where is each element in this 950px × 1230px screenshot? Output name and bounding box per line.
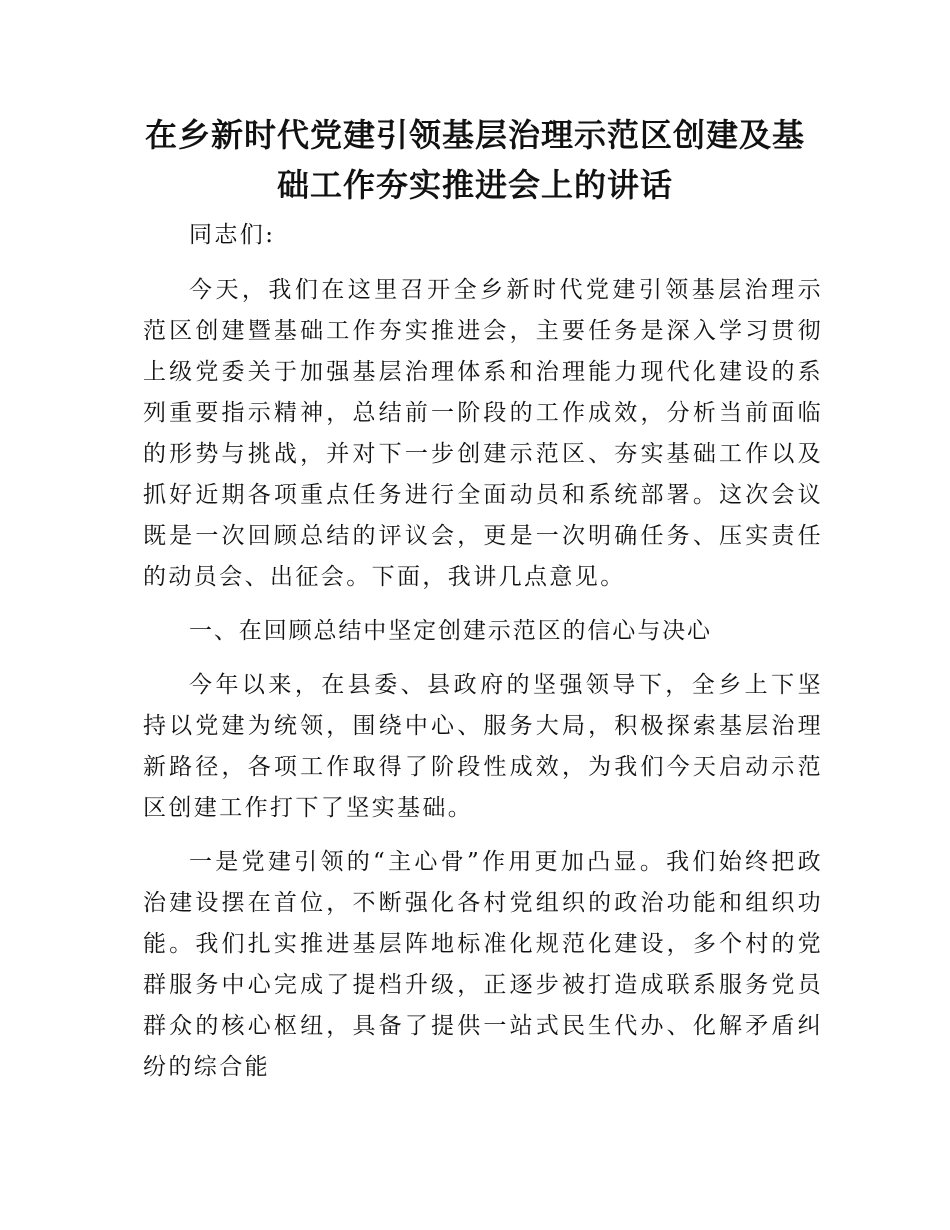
paragraph-party-leadership: 一是党建引领的“主心骨”作用更加凸显。我们始终把政治建设摆在首位，不断强化各村党组织的政治功能和组织功能。我们扎实推进基层阵地标准化规范化建设，多个村的党群服务中心完成了提档升级，正逐步被打造成联系服务党员群众的核心枢纽，具备了提供一站式民生代办、化解矛盾纠纷的综合能	[143, 849, 823, 1080]
document-body	[143, 215, 823, 1101]
paragraph-intro: 今天，我们在这里召开全乡新时代党建引领基层治理示范区创建暨基础工作夯实推进会，主要任务是深入学习贯彻上级党委关于加强基层治理体系和治理能力现代化建设的系列重要指示精神，总结前一阶段的工作成效，分析当前面临的形势与挑战，并对下一步创建示范区、夯实基础工作以及抓好近期各项重点任务进行全面动员和系统部署。这次会议既是一次回顾总结的评议会，更是一次明确任务、压实责任的动员会、出征会。下面，我讲几点意见。	[143, 277, 823, 590]
title-line-2: 础工作夯实推进会上的讲话	[276, 166, 673, 204]
section-heading-1: 一、在回顾总结中坚定创建示范区的信心与决心	[189, 618, 712, 644]
document-title	[90, 110, 860, 210]
paragraph-review: 今年以来，在县委、县政府的坚强领导下，全乡上下坚持以党建为统领，围绕中心、服务大局，积极探索基层治理新路径，各项工作取得了阶段性成效，为我们今天启动示范区创建工作打下了坚实基础。	[143, 672, 823, 821]
title-line-1: 在乡新时代党建引领基层治理示范区创建及基	[144, 116, 805, 154]
salutation: 同志们:	[189, 222, 276, 248]
